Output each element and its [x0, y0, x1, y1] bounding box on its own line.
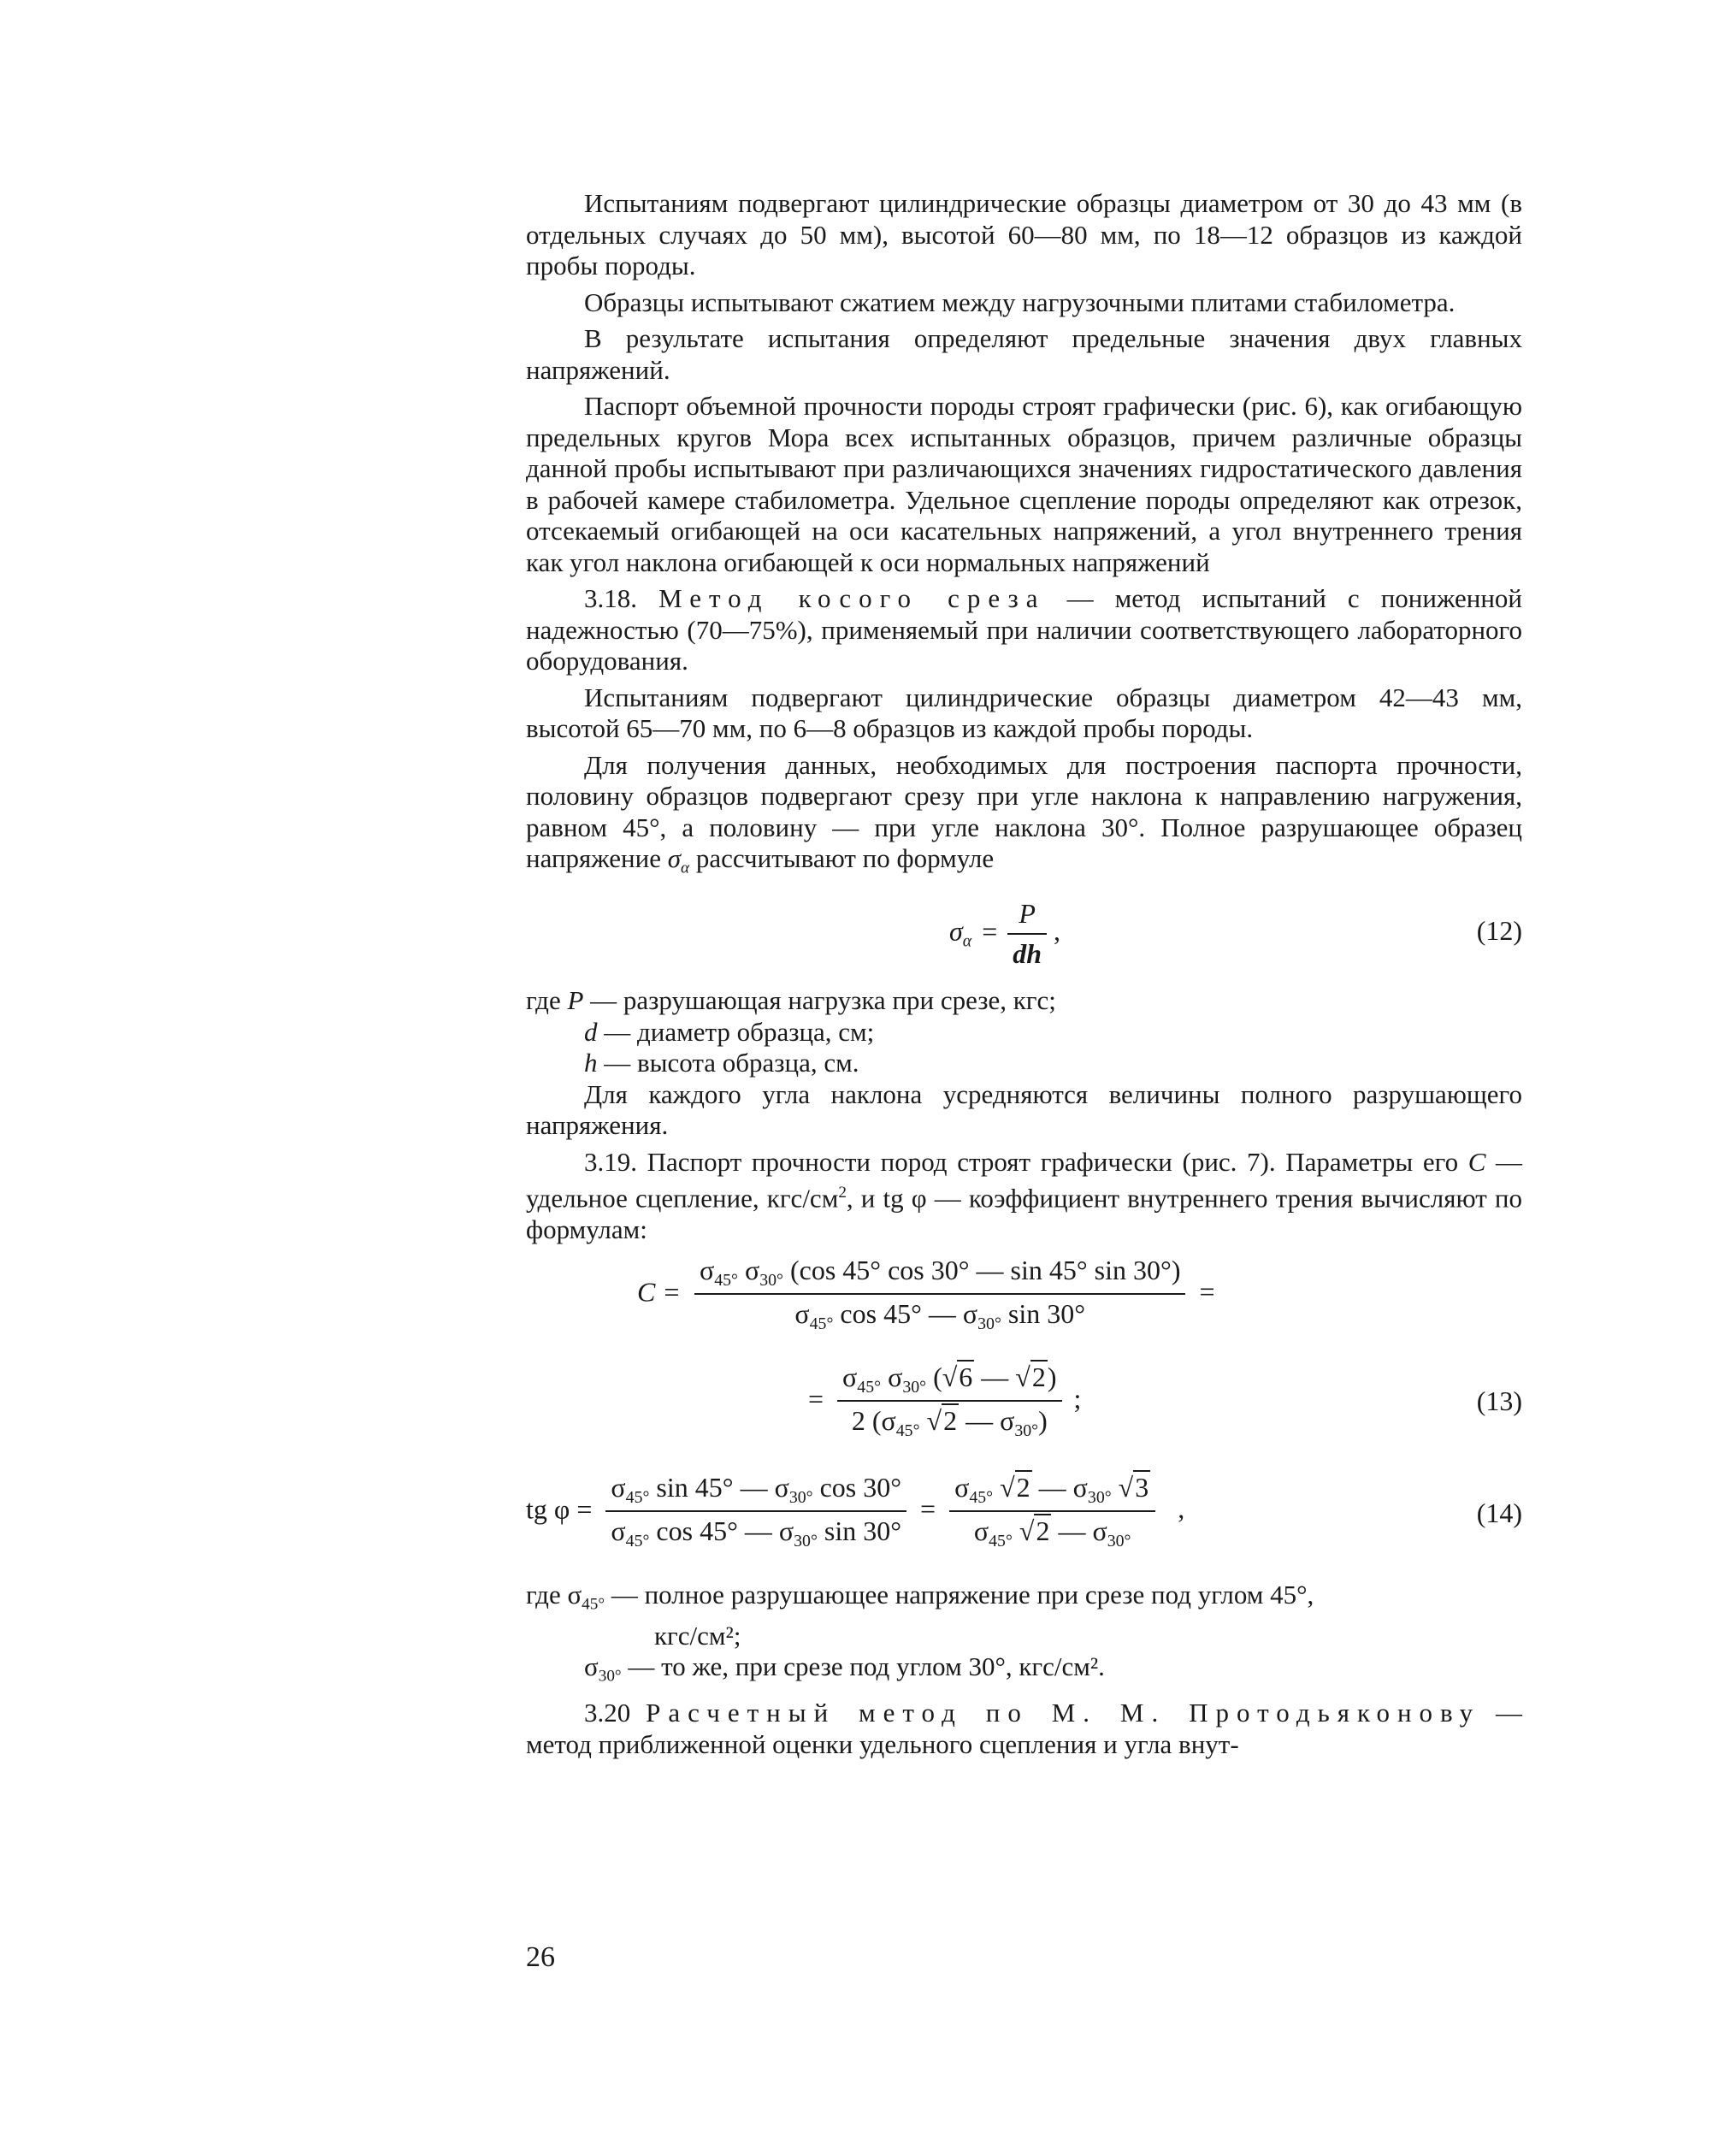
where-lead: где — [526, 1579, 561, 1610]
section-3-19 — [526, 1147, 1522, 1246]
def-P: — разрушающая нагрузка при срезе, кгс; — [583, 985, 1056, 1016]
eq14-numerator-1: $\sigma_{45^\circ}$ sin 45° — $\sigma_{30^\circ}$ cos 30° — [611, 1471, 902, 1507]
eq13-denominator-2: 2 ($\sigma_{45^\circ}$ √2 — $\sigma_{30^\circ}$) — [837, 1400, 1061, 1441]
paragraph-text: — метод испытаний с пониженной надежностью (70—75%), применяемый при наличии соответствующего лабораторного оборудования. — [526, 583, 1523, 676]
symbol-P: P — [567, 985, 584, 1016]
paragraph: Для каждого угла наклона усредняются величины полного разрушающего напряжения. — [526, 1078, 1522, 1141]
eq12-label: (12) — [1476, 915, 1522, 947]
alpha-subscript: α — [681, 859, 690, 877]
paragraph: В результате испытания определяют предельные значения двух главных напряжений. — [526, 323, 1522, 385]
where-line — [526, 1017, 1522, 1048]
eq14-numerator-2: $\sigma_{45^\circ}$ √2 — $\sigma_{30^\circ}$ √3 — [954, 1471, 1149, 1507]
def-d: — диаметр образца, см; — [597, 1016, 875, 1047]
section-number: 3.18. — [584, 583, 637, 613]
equation-13 — [526, 1255, 1522, 1468]
def-sigma-30: — то же, при срезе под углом 30°, кгс/см². — [621, 1651, 1105, 1682]
where-line — [526, 1048, 1522, 1079]
eq14-label: (14) — [1476, 1497, 1522, 1528]
sigma-symbol: σ — [667, 843, 682, 873]
eq12-lhs: σ — [949, 915, 963, 947]
eq14-denominator-1: $\sigma_{45^\circ}$ cos 45° — $\sigma_{30^\circ}$ sin 30° — [605, 1510, 906, 1551]
where-lead: где — [526, 985, 561, 1016]
eq13-numerator-2: $\sigma_{45^\circ}$ $\sigma_{30^\circ}$ (√6 — √2) — [842, 1361, 1057, 1397]
page-number: 26 — [526, 1941, 555, 1973]
eq14-lhs: tg φ = — [526, 1492, 593, 1524]
eq13-label: (13) — [1476, 1385, 1522, 1416]
symbol-C: C — [1467, 1146, 1486, 1177]
section-heading: Расчетный метод по М. М. Протодьяконову — [646, 1698, 1481, 1728]
page-content — [526, 188, 1522, 1760]
paragraph: Паспорт объемной прочности породы строят графически (рис. 6), как огибающую предельных кругов Мора всех испытанных образцов, причем различные образцы данной пробы испытывают при различающихся значениях гидростатического давления в рабочей камере стабилометра. Удельное сцепление породы определяют как отрезок, отсекаемый огибающей на оси касательных напряжений, а угол внутреннего трения как угол наклона огибающей к оси нормальных напряжений — [526, 391, 1522, 577]
eq14-comma: , — [1178, 1492, 1185, 1524]
paragraph-text: , и tg φ — коэффициент внутреннего трения вычисляют по формулам: — [526, 1183, 1522, 1245]
paragraph-text: Для получения данных, необходимых для построения паспорта прочности, половину образцов подвергают срезу при угле наклона к направлению нагружения, равном 45°, а половину — при угле наклона 30°. Полное разрушающее образец напряжение — [526, 749, 1522, 873]
eq12-denominator: dh — [1007, 933, 1047, 970]
section-3-18 — [526, 583, 1522, 677]
paragraph-text: 3.19. Паспорт прочности пород строят графически (рис. 7). Параметры его — [584, 1146, 1459, 1177]
where-line — [526, 1621, 1522, 1652]
def-sigma-45: — полное разрушающее напряжение при срезе под углом 45°, — [605, 1579, 1314, 1610]
superscript: 2 — [838, 1184, 847, 1202]
def-h: — высота образца, см. — [597, 1048, 859, 1078]
eq13-equals-1: = — [1199, 1275, 1215, 1307]
symbol-d: d — [584, 1016, 598, 1047]
eq13-lhs: C = — [637, 1275, 681, 1307]
eq13-equals-2: = — [808, 1382, 824, 1414]
eq12-comma: , — [1054, 915, 1061, 947]
paragraph-text: — метод приближенной оценки удельного сцепления и угла внут- — [526, 1698, 1523, 1759]
paragraph: Образцы испытывают сжатием между нагрузочными плитами стабилометра. — [584, 286, 1456, 317]
eq14-denominator-2: $\sigma_{45^\circ}$ √2 — $\sigma_{30^\circ}$ — [949, 1510, 1155, 1551]
eq12-fraction — [1007, 898, 1047, 970]
eq13-semicolon: ; — [1073, 1382, 1082, 1414]
eq13-numerator-1: $\sigma_{45^\circ}$ $\sigma_{30^\circ}$ (cos 45° cos 30° — sin 45° sin 30°) — [699, 1254, 1181, 1290]
eq12-numerator: P — [1019, 898, 1036, 930]
eq13-fraction-2 — [837, 1362, 1061, 1442]
paragraph — [526, 750, 1522, 885]
paragraph-text: рассчитывают по формуле — [695, 843, 995, 873]
where-block-14: где $\sigma_{45^\circ}$ — полное разрушающее напряжение при срезе под углом 45°, — [526, 1579, 1314, 1614]
where-line: $\sigma_{30^\circ}$ — то же, при срезе под углом 30°, кгс/см². — [584, 1651, 1105, 1686]
unit: кгс/см²; — [654, 1620, 741, 1651]
eq14-fraction-2 — [949, 1472, 1155, 1552]
paragraph: Испытаниям подвергают цилиндрические образцы диаметром 42—43 мм, высотой 65—70 мм, по 6—8 образцов из каждой пробы породы. — [526, 682, 1522, 743]
section-3-20 — [526, 1698, 1522, 1760]
eq14-fraction-1 — [605, 1472, 906, 1552]
paragraph-text: — удельное сцепление, кгс/см — [526, 1146, 1523, 1214]
section-heading: Метод косого среза — [658, 583, 1046, 613]
where-block-12 — [526, 985, 1522, 1017]
paragraph: Испытаниям подвергают цилиндрические образцы диаметром от 30 до 43 мм (в отдельных случаях до 50 мм), высотой 60—80 мм, по 18—12 образцов из каждой пробы породы. — [526, 188, 1522, 281]
equation-14: tg φ = $\frac{\sigma_{45^\circ} \sin 45^\circ — \sigma_{30^\circ} \cos 30^\circ}{\sigma_{45^\circ} \cos 45^\circ — \sigma_{30^\circ} \sin 30^\circ}$ = $\frac{\sigma_{45^\circ} √2 — \sigma_{30^\circ} √3}{\sigma_{45^\circ} √2 — \sigma_{30^\circ}}$ , (14) — [526, 1471, 1522, 1551]
eq13-denominator-1: $\sigma_{45^\circ}$ cos 45° — $\sigma_{30^\circ}$ sin 30° — [694, 1293, 1186, 1334]
eq12-lhs-sub: α — [962, 931, 972, 951]
eq13-fraction-1 — [694, 1255, 1186, 1335]
section-number: 3.20 — [584, 1698, 631, 1728]
symbol-h: h — [584, 1048, 598, 1078]
equation-12: $\sigma_\alpha$ = $\frac{P}{dh}$ , (12) — [949, 898, 1522, 970]
